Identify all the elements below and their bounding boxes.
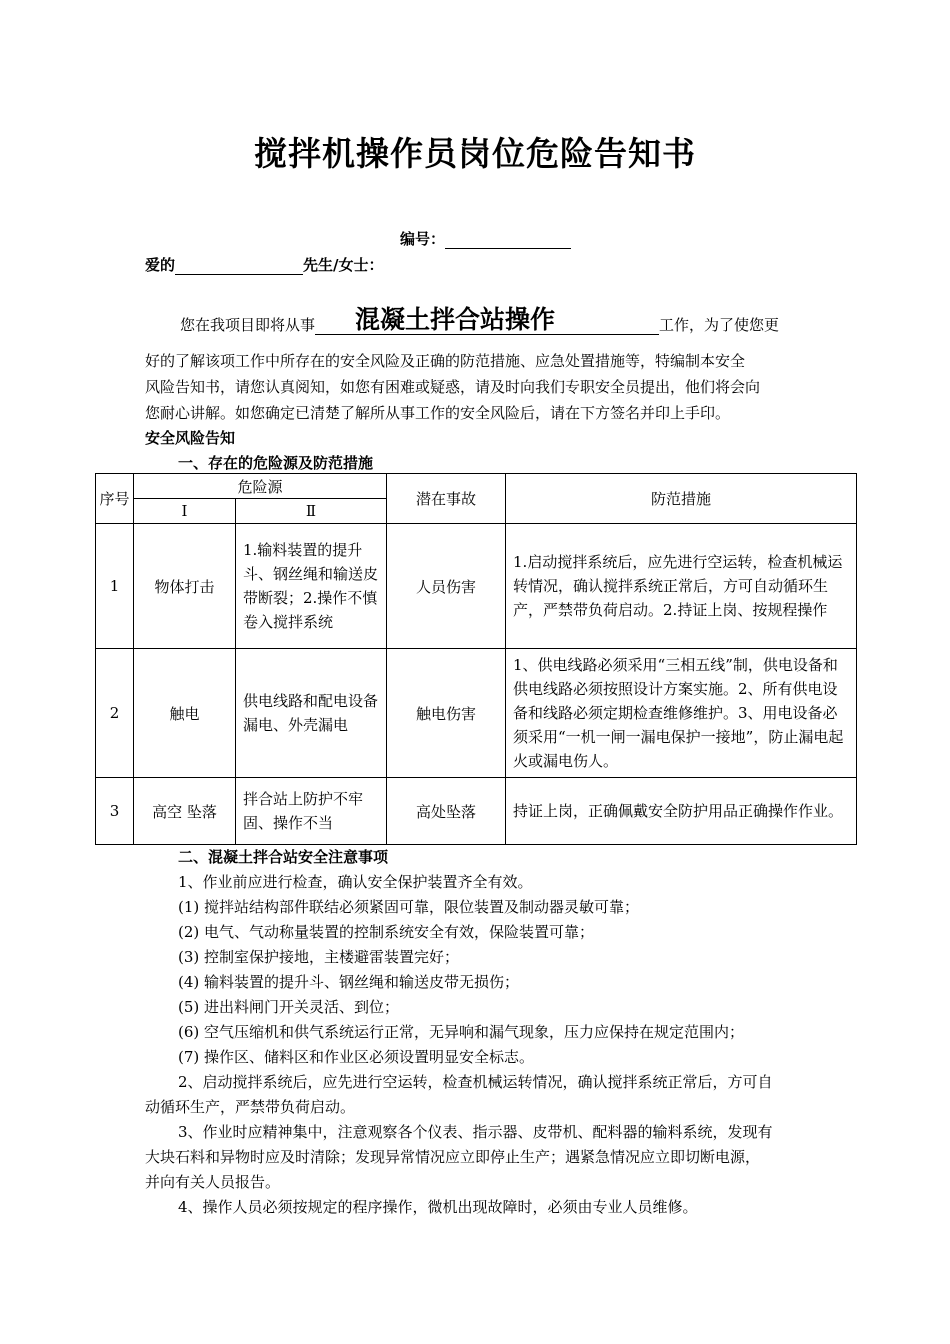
row-measures: 1.启动搅拌系统后，应先进行空运转，检查机械运转情况，确认搅拌系统正常后，方可自动循环生产，严禁带负荷启动。2.持证上岗、按规程操作 <box>513 553 843 619</box>
row-accident: 触电伤害 <box>387 649 506 778</box>
intro-tail: 工作，为了使您更 <box>659 316 780 334</box>
row-no: 1 <box>96 524 134 649</box>
row-hazard-1: 触电 <box>134 649 236 778</box>
serial-number-blank[interactable] <box>445 234 571 249</box>
header-hazard: 危险源 <box>134 474 387 499</box>
document-title: 搅拌机操作员岗位危险告知书 <box>254 134 696 173</box>
section-title: 安全风险告知 <box>145 429 236 447</box>
row-hazard-2: 拌合站上防护不牢固、操作不当 <box>243 790 364 832</box>
note-line: (4) 输料装置的提升斗、钢丝绳和输送皮带无损伤； <box>178 973 520 991</box>
job-name-field <box>315 305 659 335</box>
name-blank[interactable] <box>175 260 303 275</box>
header-accident: 潜在事故 <box>387 474 506 524</box>
row-accident: 高处坠落 <box>387 778 506 845</box>
intro-first-line <box>180 305 780 335</box>
row-measures: 持证上岗，正确佩戴安全防护用品正确操作作业。 <box>513 802 844 820</box>
intro-line: 您耐心讲解。如您确定已清楚了解所从事工作的安全风险后，请在下方签名并印上手印。 <box>145 404 731 422</box>
hazard-table <box>95 473 857 845</box>
table-header-row <box>96 474 857 499</box>
part2-title: 二、混凝土拌合站安全注意事项 <box>178 848 389 866</box>
note-line: 4、操作人员必须按规定的程序操作，微机出现故障时，必须由专业人员维修。 <box>178 1198 698 1216</box>
row-no: 3 <box>96 778 134 845</box>
intro-lead: 您在我项目即将从事 <box>180 316 316 334</box>
note-line: 3、作业时应精神集中，注意观察各个仪表、指示器、皮带机、配料器的输料系统，发现有 <box>178 1123 773 1141</box>
note-line: 2、启动搅拌系统后，应先进行空运转，检查机械运转情况，确认搅拌系统正常后，方可自 <box>178 1073 773 1091</box>
note-line: 动循环生产，严禁带负荷启动。 <box>145 1098 356 1116</box>
header-measures: 防范措施 <box>506 474 857 524</box>
row-hazard-1: 高空 坠落 <box>134 778 236 845</box>
part1-title: 一、存在的危险源及防范措施 <box>178 454 374 472</box>
intro-line: 好的了解该项工作中所存在的安全风险及正确的防范措施、应急处置措施等，特编制本安全 <box>145 352 746 370</box>
greeting-prefix: 爱的 <box>145 256 176 274</box>
row-hazard-2: 1.输料装置的提升斗、钢丝绳和输送皮带断裂；2.操作不慎卷入搅拌系统 <box>243 541 379 631</box>
row-measures: 1、供电线路必须采用“三相五线”制，供电设备和供电线路必须按照设计方案实施。2、所有供电设备和线路必须定期检查维修维护。3、用电设备必须采用“一机一闸一漏电保护一接地”，防止漏电起火或漏电伤人。 <box>513 656 844 770</box>
note-line: (1) 搅拌站结构部件联结必须紧固可靠，限位装置及制动器灵敏可靠； <box>178 898 640 916</box>
note-line: (5) 进出料闸门开关灵活、到位； <box>178 998 400 1016</box>
note-line: 并向有关人员报告。 <box>145 1173 281 1191</box>
table-row <box>96 524 857 649</box>
note-line: 1、作业前应进行检查，确认安全保护装置齐全有效。 <box>178 873 533 891</box>
serial-number-field <box>400 228 571 249</box>
header-no: 序号 <box>96 474 134 524</box>
row-accident: 人员伤害 <box>387 524 506 649</box>
row-no: 2 <box>96 649 134 778</box>
greeting-suffix: 先生/女士： <box>303 256 384 274</box>
table-row <box>96 649 857 778</box>
header-hazard-1: Ⅰ <box>134 499 236 524</box>
header-hazard-2: Ⅱ <box>236 499 387 524</box>
note-line: (3) 控制室保护接地，主楼避雷装置完好； <box>178 948 460 966</box>
intro-line: 风险告知书，请您认真阅知，如您有困难或疑惑，请及时向我们专职安全员提出，他们将会向 <box>145 378 761 396</box>
note-line: (7) 操作区、储料区和作业区必须设置明显安全标志。 <box>178 1048 535 1066</box>
row-hazard-2: 供电线路和配电设备漏电、外壳漏电 <box>243 692 379 734</box>
row-hazard-1: 物体打击 <box>134 524 236 649</box>
job-name: 混凝土拌合站操作 <box>355 305 556 334</box>
note-line: (2) 电气、气动称量装置的控制系统安全有效，保险装置可靠； <box>178 923 595 941</box>
note-line: (6) 空气压缩机和供气系统运行正常，无异响和漏气现象，压力应保持在规定范围内； <box>178 1023 745 1041</box>
table-row <box>96 778 857 845</box>
serial-number-label: 编号： <box>400 230 446 248</box>
greeting-line <box>145 254 384 275</box>
note-line: 大块石料和异物时应及时清除；发现异常情况应立即停止生产；遇紧急情况应立即切断电源， <box>145 1148 761 1166</box>
